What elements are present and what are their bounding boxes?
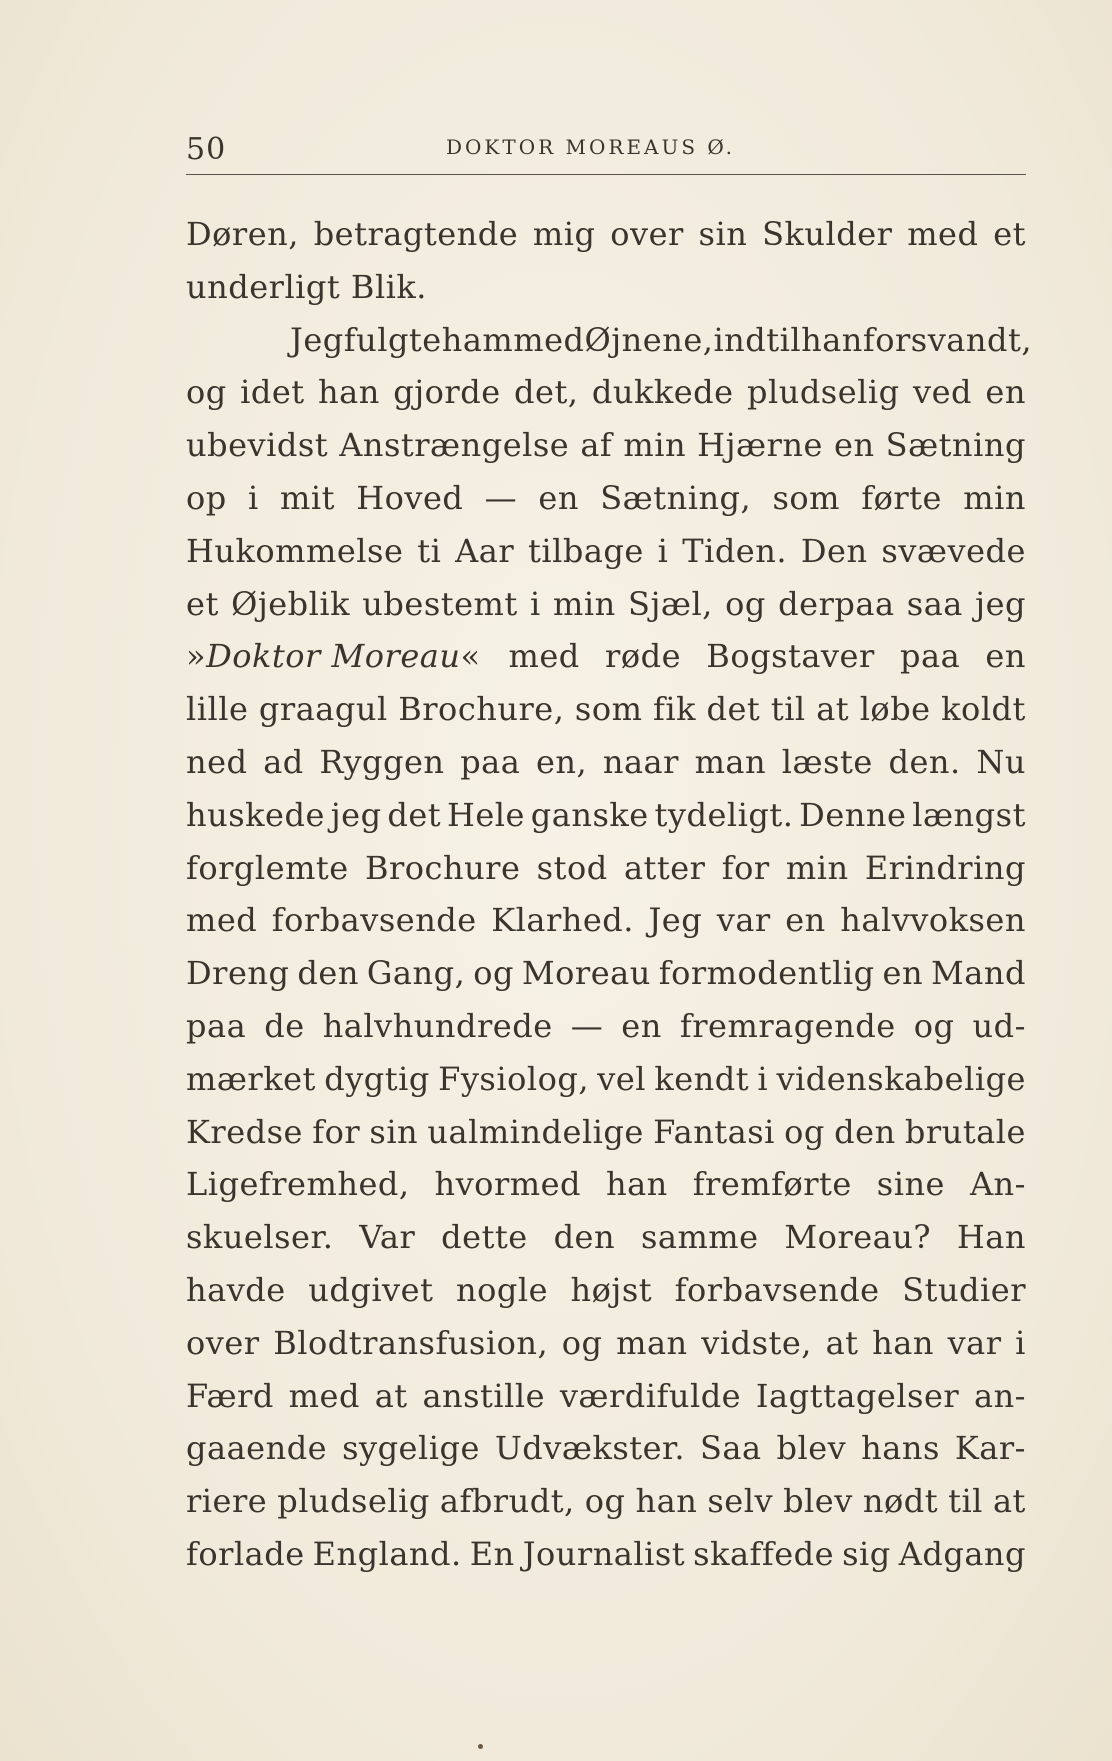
word: — xyxy=(570,1006,604,1045)
word: Tiden. xyxy=(682,531,788,570)
word: anstille xyxy=(422,1376,546,1415)
text-line xyxy=(186,736,1026,789)
word: Kar- xyxy=(954,1429,1026,1468)
text-line xyxy=(186,525,1026,578)
word: min xyxy=(785,848,849,887)
word: Udvækster. xyxy=(494,1429,685,1468)
word: en xyxy=(985,373,1026,412)
word: til xyxy=(948,1482,983,1521)
text-line xyxy=(186,1211,1026,1264)
ink-speck xyxy=(478,1744,483,1749)
word: og xyxy=(784,1112,825,1151)
text-line xyxy=(186,683,1026,736)
word: og xyxy=(913,1006,955,1045)
word: Døren, xyxy=(186,215,299,253)
word: Hukommelse xyxy=(186,531,404,570)
word: dette xyxy=(441,1218,528,1257)
word: blev xyxy=(776,1429,847,1468)
text-line xyxy=(186,1053,1026,1106)
word: var xyxy=(947,1323,1002,1362)
book-title: Doktor Moreau xyxy=(206,637,461,676)
word: de xyxy=(264,1006,305,1045)
word: han xyxy=(605,1165,668,1204)
word: mig xyxy=(532,215,596,253)
word: Adgang xyxy=(898,1534,1026,1573)
text-line xyxy=(186,894,1026,947)
word: brutale xyxy=(904,1112,1026,1151)
word: Fantasi xyxy=(653,1112,775,1151)
word: Ligefremhed, xyxy=(186,1165,410,1204)
text-line xyxy=(186,1370,1026,1423)
word: ti xyxy=(417,531,442,570)
text-line xyxy=(186,1000,1026,1053)
word: halvhundrede xyxy=(322,1006,553,1045)
word: en xyxy=(538,478,579,517)
word: det xyxy=(706,690,761,729)
word: betragtende xyxy=(313,215,519,253)
word: Hjærne xyxy=(697,426,823,465)
word: samme xyxy=(640,1218,759,1257)
close-quote: « xyxy=(460,637,481,676)
word: i xyxy=(530,584,541,623)
word: Kredse xyxy=(186,1112,303,1151)
word: fik xyxy=(652,690,696,729)
word: den xyxy=(834,1112,896,1151)
word: og xyxy=(186,373,227,412)
word: fremragende xyxy=(679,1006,896,1045)
word: højst xyxy=(570,1270,653,1309)
word: Studier xyxy=(902,1270,1026,1309)
text-line xyxy=(186,1475,1026,1528)
word: Klarhed. xyxy=(491,901,634,940)
word: skuelser. xyxy=(186,1218,334,1257)
word: Sjæl, xyxy=(628,584,713,623)
word: Var xyxy=(359,1218,416,1257)
word: med xyxy=(508,637,580,676)
word: selv xyxy=(707,1482,774,1521)
word: pludselig xyxy=(277,1482,430,1521)
text-line xyxy=(186,1158,1026,1211)
word: Færd xyxy=(186,1376,274,1415)
word: vel xyxy=(597,1059,647,1098)
word: Han xyxy=(956,1218,1026,1257)
word: og xyxy=(725,584,766,623)
text-line xyxy=(186,1317,1026,1370)
word: op xyxy=(186,478,227,517)
word: England. xyxy=(312,1534,462,1573)
word: Gang, xyxy=(366,954,466,993)
word: paa xyxy=(460,742,521,781)
page-header xyxy=(186,132,1026,176)
word: naar xyxy=(602,742,679,781)
word: idet xyxy=(240,373,305,412)
word: riere xyxy=(186,1482,268,1521)
word: An- xyxy=(969,1165,1026,1204)
word: Denne xyxy=(799,795,907,834)
word: til xyxy=(770,690,806,729)
word: Aar xyxy=(455,531,515,570)
word: graagul xyxy=(258,690,388,729)
word: ved xyxy=(913,373,972,412)
word: Dreng xyxy=(186,954,290,993)
word: formodentlig xyxy=(658,954,875,993)
word: Brochure, xyxy=(398,690,565,729)
text-line xyxy=(186,1422,1026,1475)
word: — xyxy=(484,478,518,517)
word: et xyxy=(186,584,219,623)
word: det, xyxy=(514,373,579,412)
word: udgivet xyxy=(308,1270,434,1309)
word: var xyxy=(716,901,771,940)
word: førte xyxy=(861,478,942,517)
word: med xyxy=(288,1376,360,1415)
word: et xyxy=(993,215,1026,253)
word: Brochure xyxy=(364,848,521,887)
word: røde xyxy=(605,637,682,676)
word: med xyxy=(907,215,979,253)
word: jeg xyxy=(975,584,1026,623)
word: ud- xyxy=(972,1006,1026,1045)
word: Iagttagelser xyxy=(755,1376,960,1415)
word: dukkede xyxy=(591,373,734,412)
word: løbe xyxy=(859,690,931,729)
word: for xyxy=(721,848,770,887)
word: i xyxy=(1015,1323,1026,1362)
word: stod xyxy=(536,848,608,887)
text-line xyxy=(186,1264,1026,1317)
word: at xyxy=(816,690,850,729)
word: i xyxy=(657,531,669,570)
word: forglemte xyxy=(186,848,349,887)
word: Anstrængelse xyxy=(339,426,570,465)
word: fremførte xyxy=(692,1165,852,1204)
text-line: underligt Blik. xyxy=(186,267,427,306)
word: mit xyxy=(280,478,335,517)
word: Øjeblik xyxy=(231,584,351,623)
word: Skulder xyxy=(762,215,893,253)
word: med xyxy=(186,901,258,940)
word: koldt xyxy=(941,690,1026,729)
text-line xyxy=(186,842,1026,895)
line-rest xyxy=(509,630,1026,683)
word: forsvandt, xyxy=(862,320,1032,359)
word: afbrudt, xyxy=(439,1482,575,1521)
word: værdifulde xyxy=(559,1376,742,1415)
word: pludselig xyxy=(746,373,900,412)
word: som xyxy=(574,690,643,729)
word: den. xyxy=(888,742,961,781)
word: dygtig xyxy=(324,1059,430,1098)
word: saa xyxy=(906,584,963,623)
word: af xyxy=(580,426,613,465)
word: min xyxy=(553,584,616,623)
word: En xyxy=(469,1534,515,1573)
word: tilbage xyxy=(528,531,644,570)
word: Sætning xyxy=(885,426,1026,465)
word: i xyxy=(248,478,259,517)
word: at xyxy=(825,1323,859,1362)
word: Jeg xyxy=(290,320,344,359)
text-line xyxy=(186,1528,1026,1581)
word: med xyxy=(513,320,585,359)
word: kendt xyxy=(654,1059,750,1098)
text-line xyxy=(186,578,1026,631)
text-line xyxy=(186,1106,1026,1159)
word: Hoved xyxy=(356,478,464,517)
title-reference xyxy=(186,630,481,683)
word: jeg xyxy=(330,795,382,834)
word: længst xyxy=(912,795,1026,834)
word: den xyxy=(297,954,359,993)
word: ubestemt xyxy=(362,584,518,623)
word: en xyxy=(882,954,924,993)
body-text xyxy=(186,208,1032,1581)
word: ubevidst xyxy=(186,426,329,465)
word: sygelige xyxy=(342,1429,480,1468)
word: skaffede xyxy=(693,1534,835,1573)
word: ganske xyxy=(530,795,649,834)
text-line xyxy=(186,366,1026,419)
word: huskede xyxy=(186,795,325,834)
word: Moreau? xyxy=(784,1218,932,1257)
running-title: DOKTOR MOREAUS Ø. xyxy=(446,135,735,159)
word: Jeg xyxy=(648,901,703,940)
word: ualmindelige xyxy=(427,1112,644,1151)
word: og xyxy=(473,954,514,993)
word: man xyxy=(616,1323,688,1362)
word: over xyxy=(186,1323,260,1362)
word: forlade xyxy=(186,1534,305,1573)
word: en xyxy=(834,426,875,465)
word: læste xyxy=(781,742,873,781)
header-rule xyxy=(186,174,1026,175)
word: min xyxy=(623,426,687,465)
word: ham xyxy=(441,320,514,359)
word: min xyxy=(963,478,1026,517)
word: gaaende xyxy=(186,1429,328,1468)
word: atter xyxy=(623,848,706,887)
word: forbavsende xyxy=(674,1270,880,1309)
word: derpaa xyxy=(778,584,895,623)
open-quote: » xyxy=(186,637,207,676)
word: og xyxy=(561,1323,603,1362)
text-line xyxy=(186,314,1032,367)
word: han xyxy=(872,1323,934,1362)
word: hvormed xyxy=(434,1165,581,1204)
word: paa xyxy=(186,1006,247,1045)
word: Journalist xyxy=(522,1534,686,1573)
word: hans xyxy=(861,1429,940,1468)
word: Nu xyxy=(976,742,1026,781)
word: at xyxy=(992,1482,1026,1521)
word: vidste, xyxy=(701,1323,812,1362)
word: mærket xyxy=(186,1059,316,1098)
word: sin xyxy=(369,1112,419,1151)
text-line xyxy=(186,208,1026,261)
word: man xyxy=(694,742,767,781)
word: Hele xyxy=(446,795,525,834)
word: som xyxy=(772,478,840,517)
word: sig xyxy=(842,1534,891,1573)
word: videnskabelige xyxy=(776,1059,1026,1098)
word: Saa xyxy=(699,1429,762,1468)
word: nogle xyxy=(455,1270,548,1309)
word: nødt xyxy=(862,1482,939,1521)
word: han xyxy=(635,1482,698,1521)
word: Fysiolog, xyxy=(438,1059,589,1098)
page-number: 50 xyxy=(186,132,227,167)
word: halvvoksen xyxy=(840,901,1026,940)
word: sin xyxy=(698,215,748,253)
word: ad xyxy=(263,742,304,781)
word: forbavsende xyxy=(271,901,477,940)
word: over xyxy=(610,215,684,253)
word: fulgte xyxy=(343,320,442,359)
word: sine xyxy=(876,1165,945,1204)
word: Ryggen xyxy=(319,742,445,781)
word: den xyxy=(553,1218,616,1257)
word: en xyxy=(985,637,1026,676)
text-line xyxy=(186,947,1026,1000)
word: en xyxy=(621,1006,662,1045)
word: lille xyxy=(186,690,249,729)
word: for xyxy=(312,1112,361,1151)
word: og xyxy=(584,1482,626,1521)
word: svævede xyxy=(881,531,1026,570)
word: i xyxy=(757,1059,769,1098)
word: Erindring xyxy=(864,848,1026,887)
text-line-with-title xyxy=(186,630,1026,683)
word: at xyxy=(374,1376,408,1415)
word: tydeligt. xyxy=(654,795,794,834)
word: Den xyxy=(800,531,868,570)
word: en xyxy=(785,901,826,940)
text-line xyxy=(186,789,1026,842)
word: blev xyxy=(783,1482,853,1521)
word: Blodtransfusion, xyxy=(273,1323,549,1362)
word: gjorde xyxy=(393,373,501,412)
word: paa xyxy=(900,637,961,676)
word: han xyxy=(318,373,380,412)
word: Moreau xyxy=(521,954,651,993)
word: Mand xyxy=(930,954,1026,993)
text-line xyxy=(186,419,1026,472)
word: Bogstaver xyxy=(706,637,875,676)
word: an- xyxy=(973,1376,1026,1415)
word: Øjnene, xyxy=(584,320,714,359)
word: det xyxy=(387,795,442,834)
word: han xyxy=(801,320,863,359)
word: havde xyxy=(186,1270,286,1309)
word: ned xyxy=(186,742,248,781)
word: en, xyxy=(535,742,588,781)
word: Sætning, xyxy=(600,478,752,517)
word: indtil xyxy=(713,320,802,359)
text-line xyxy=(186,472,1026,525)
